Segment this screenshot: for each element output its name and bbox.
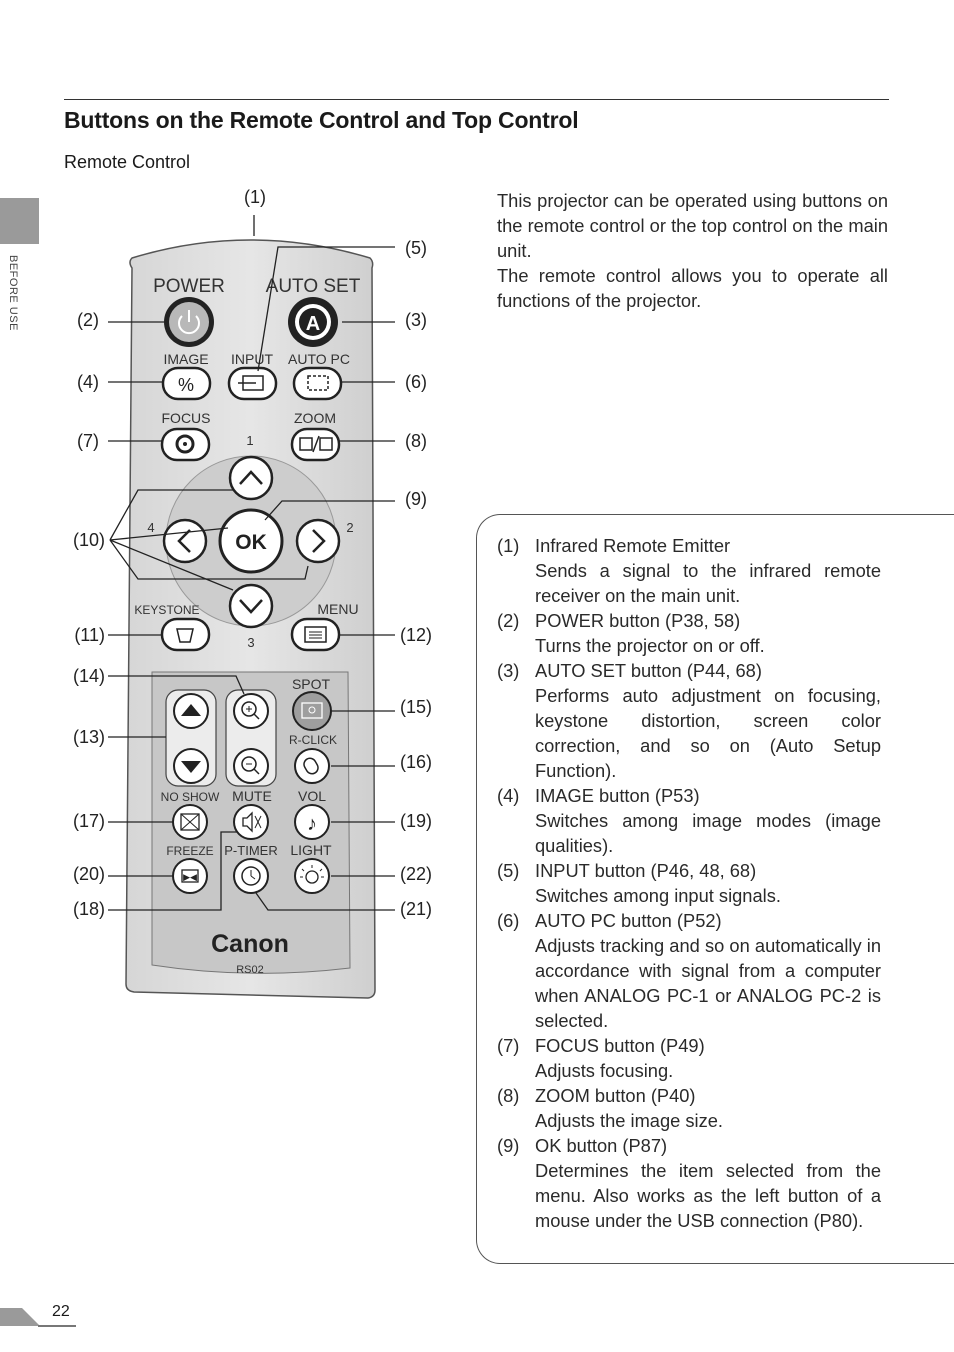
item-number: (3) [497,660,520,681]
power-label: POWER [153,276,225,297]
item-text: Sends a signal to the infrared remote receiver on the main unit. [535,560,881,606]
item-number: (6) [497,910,520,931]
item-text: Adjusts focusing. [535,1060,674,1081]
vol-label: VOL [297,788,327,804]
zoom-label: ZOOM [294,410,336,426]
mute-label: MUTE [232,788,272,804]
item-text: Adjusts tracking and so on automatically in accordance with signal from a computer when ANALOG PC-1 or ANALOG PC-2 is selected. [535,935,881,1031]
callout-14: (14) [72,666,105,686]
callout-2: (2) [77,310,99,330]
dir-label-1: 1 [246,433,254,448]
dir-label-4: 4 [147,520,155,535]
focus-button [162,429,209,460]
callout-6: (6) [405,372,427,392]
callout-8: (8) [405,431,427,451]
item-name: POWER button (P38, 58) [535,610,741,631]
auto-set-label: AUTO SET [265,276,361,297]
vol-button [295,805,329,839]
rclick-button [295,749,329,783]
freeze-button [173,859,207,893]
ok-button [220,510,282,572]
side-section-label: BEFORE USE [7,255,19,331]
callout-15: (15) [400,697,433,717]
list-item [497,608,881,658]
item-text: Switches among image modes (image qualities). [535,810,881,856]
list-item [497,908,881,1033]
item-text: Switches among input signals. [535,885,781,906]
no-show-button [173,805,207,839]
item-name: FOCUS button (P49) [535,1035,705,1056]
item-text: Adjusts the image size. [535,1110,723,1131]
page-number: 22 [52,1303,70,1320]
down-button [230,585,272,627]
callout-4: (4) [77,372,99,392]
svg-text:%: % [177,375,195,395]
input-button [229,368,276,399]
callout-1: (1) [244,187,266,207]
ptimer-button [234,859,268,893]
model-label: RS02 [236,964,264,976]
list-item [497,1083,881,1133]
item-name: OK button (P87) [535,1135,668,1156]
menu-button [292,619,339,650]
freeze-label: FREEZE [166,844,214,858]
page-corner-tab [0,1308,40,1328]
item-text: Determines the item selected from the menu. Also works as the left button of a mouse under the USB connection (P80). [535,1160,881,1231]
item-name: AUTO SET button (P44, 68) [535,660,762,681]
callout-18: (18) [72,899,105,919]
callout-13: (13) [72,727,105,747]
list-item [497,1133,881,1233]
menu-label: MENU [317,601,359,617]
callout-5: (5) [405,238,427,258]
callout-20: (20) [72,864,105,884]
list-item [497,658,881,783]
item-number: (7) [497,1035,520,1056]
page-button [166,690,216,786]
callout-10: (10) [72,530,105,550]
auto-set-glyph: A [305,313,321,335]
item-name: AUTO PC button (P52) [535,910,722,931]
keystone-label: KEYSTONE [134,603,200,617]
callout-22: (22) [400,864,433,884]
spot-button [293,692,331,730]
ok-glyph: OK [235,531,267,554]
callout-16: (16) [400,752,433,772]
zoom-button [292,429,339,460]
intro-paragraph-1: This projector can be operated using buttons on the remote control or the top control on the main unit. [497,190,888,261]
item-number: (4) [497,785,520,806]
svg-text:♪: ♪ [307,813,317,835]
no-show-label: NO SHOW [160,790,220,804]
item-name: IMAGE button (P53) [535,785,700,806]
callout-12: (12) [400,625,433,645]
list-item [497,858,881,908]
callout-19: (19) [400,811,433,831]
list-item [497,783,881,858]
dir-label-2: 2 [346,520,354,535]
brand-logo: Canon [211,930,289,958]
power-button [164,297,214,347]
description-list [497,533,881,1233]
light-button [295,859,329,893]
list-item [497,1033,881,1083]
focus-label: FOCUS [161,410,211,426]
item-number: (8) [497,1085,520,1106]
mute-button [234,805,268,839]
ptimer-label: P-TIMER [224,843,278,858]
intro-text [497,188,888,313]
item-number: (9) [497,1135,520,1156]
callout-3: (3) [405,310,427,330]
item-name: Infrared Remote Emitter [535,535,731,556]
right-button [297,520,339,562]
image-button [163,368,210,399]
callout-17: (17) [72,811,105,831]
item-text: Turns the projector on or off. [535,635,765,656]
light-label: LIGHT [290,842,332,858]
spot-label: SPOT [291,676,331,692]
image-label: IMAGE [163,351,209,367]
auto-set-button [288,297,338,347]
rclick-label: R-CLICK [288,733,338,747]
item-name: ZOOM button (P40) [535,1085,696,1106]
dzoom-button [226,690,276,786]
dir-label-3: 3 [247,635,255,650]
item-number: (2) [497,610,520,631]
page-number-rule [38,1325,76,1327]
callout-7: (7) [77,431,99,451]
auto-pc-button [294,368,341,399]
svg-text:▶◀: ▶◀ [183,872,197,882]
item-text: Performs auto adjustment on focusing, keystone distortion, screen color correction, and so on (Auto Setup Function). [535,685,881,781]
page-title: Buttons on the Remote Control and Top Control [64,107,579,133]
item-number: (5) [497,860,520,881]
left-button [164,520,206,562]
keystone-button [162,619,209,650]
callout-21: (21) [400,899,433,919]
callout-9: (9) [405,489,427,509]
up-button [230,457,272,499]
item-number: (1) [497,535,520,556]
intro-paragraph-2: The remote control allows you to operate all functions of the projector. [497,265,888,311]
callout-11: (11) [74,625,105,645]
item-name: INPUT button (P46, 48, 68) [535,860,757,881]
auto-pc-label: AUTO PC [288,351,350,367]
list-item [497,533,881,608]
input-label: INPUT [231,351,273,367]
section-subtitle: Remote Control [64,152,191,172]
